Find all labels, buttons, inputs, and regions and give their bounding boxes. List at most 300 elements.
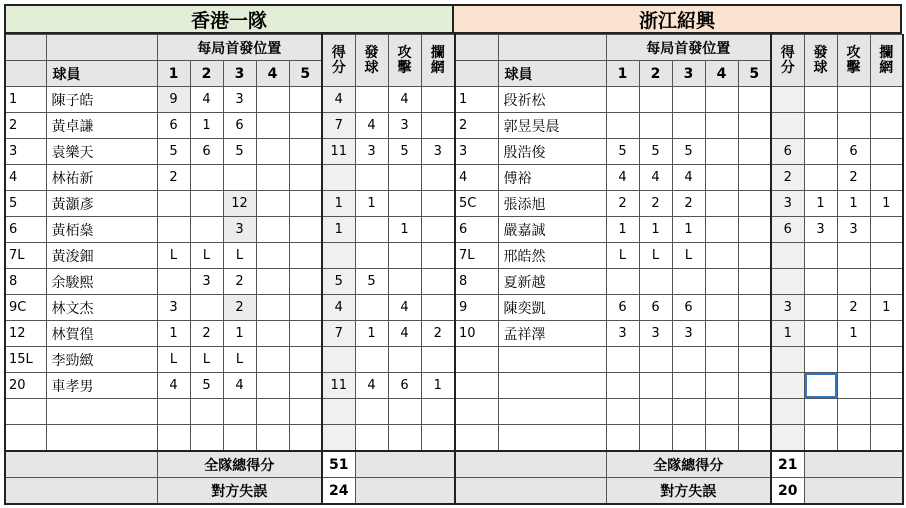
score-cell[interactable]: 3 <box>771 295 804 321</box>
score-cell[interactable] <box>322 243 355 269</box>
attack-cell[interactable]: 4 <box>388 295 421 321</box>
rotation-cell[interactable]: 6 <box>672 295 705 321</box>
rotation-cell[interactable] <box>738 87 771 113</box>
player-number[interactable]: 20 <box>5 373 46 399</box>
rotation-cell[interactable] <box>639 87 672 113</box>
rotation-cell[interactable] <box>256 243 289 269</box>
block-cell[interactable] <box>870 373 903 399</box>
block-cell[interactable] <box>870 87 903 113</box>
rotation-cell[interactable]: 6 <box>190 139 223 165</box>
block-cell[interactable] <box>421 87 455 113</box>
rotation-cell[interactable]: 5 <box>157 139 190 165</box>
rotation-cell[interactable]: 1 <box>606 217 639 243</box>
player-number[interactable]: 3 <box>455 139 498 165</box>
player-number[interactable] <box>455 373 498 399</box>
rotation-cell[interactable]: 3 <box>639 321 672 347</box>
player-name[interactable] <box>46 425 157 452</box>
rotation-cell[interactable] <box>672 113 705 139</box>
rotation-cell[interactable] <box>738 321 771 347</box>
rotation-cell[interactable] <box>705 139 738 165</box>
player-number[interactable]: 7L <box>5 243 46 269</box>
block-cell[interactable]: 1 <box>870 191 903 217</box>
attack-cell[interactable] <box>837 113 870 139</box>
rotation-cell[interactable]: 4 <box>157 373 190 399</box>
rotation-cell[interactable]: 4 <box>190 87 223 113</box>
player-name[interactable]: 陳子皓 <box>46 87 157 113</box>
serve-cell[interactable] <box>355 217 388 243</box>
player-name[interactable] <box>498 347 606 373</box>
rotation-cell[interactable]: 2 <box>639 191 672 217</box>
player-number[interactable]: 7L <box>455 243 498 269</box>
serve-cell[interactable]: 1 <box>355 321 388 347</box>
score-cell[interactable] <box>771 113 804 139</box>
attack-cell[interactable] <box>837 399 870 425</box>
block-cell[interactable] <box>870 425 903 452</box>
rotation-cell[interactable] <box>256 295 289 321</box>
rotation-cell[interactable] <box>256 321 289 347</box>
rotation-cell[interactable]: L <box>639 243 672 269</box>
player-name[interactable]: 孟祥澤 <box>498 321 606 347</box>
serve-cell[interactable]: 1 <box>804 191 837 217</box>
attack-cell[interactable] <box>388 399 421 425</box>
rotation-cell[interactable] <box>157 399 190 425</box>
score-cell[interactable]: 2 <box>771 165 804 191</box>
block-cell[interactable] <box>870 139 903 165</box>
rotation-cell[interactable] <box>289 87 322 113</box>
serve-cell[interactable] <box>355 399 388 425</box>
player-name[interactable]: 嚴嘉誠 <box>498 217 606 243</box>
score-cell[interactable]: 1 <box>771 321 804 347</box>
player-number[interactable]: 2 <box>5 113 46 139</box>
player-number[interactable]: 10 <box>455 321 498 347</box>
player-name[interactable]: 郭昱昊晨 <box>498 113 606 139</box>
rotation-cell[interactable] <box>738 217 771 243</box>
rotation-cell[interactable]: 6 <box>606 295 639 321</box>
rotation-cell[interactable] <box>157 191 190 217</box>
player-number[interactable]: 1 <box>455 87 498 113</box>
rotation-cell[interactable] <box>738 295 771 321</box>
rotation-cell[interactable]: 3 <box>157 295 190 321</box>
rotation-cell[interactable] <box>256 425 289 452</box>
rotation-cell[interactable] <box>705 243 738 269</box>
player-name[interactable]: 林文杰 <box>46 295 157 321</box>
block-cell[interactable] <box>421 217 455 243</box>
rotation-cell[interactable] <box>256 139 289 165</box>
rotation-cell[interactable]: 3 <box>606 321 639 347</box>
rotation-cell[interactable] <box>606 373 639 399</box>
attack-cell[interactable]: 1 <box>837 321 870 347</box>
attack-cell[interactable] <box>388 269 421 295</box>
player-number[interactable] <box>455 425 498 452</box>
serve-cell[interactable] <box>355 87 388 113</box>
serve-cell[interactable] <box>804 321 837 347</box>
player-number[interactable] <box>455 399 498 425</box>
rotation-cell[interactable] <box>738 399 771 425</box>
serve-cell[interactable] <box>804 399 837 425</box>
block-cell[interactable] <box>421 295 455 321</box>
block-cell[interactable] <box>870 347 903 373</box>
player-number[interactable]: 3 <box>5 139 46 165</box>
serve-cell[interactable] <box>355 165 388 191</box>
player-number[interactable] <box>455 347 498 373</box>
rotation-cell[interactable] <box>289 113 322 139</box>
attack-cell[interactable] <box>388 165 421 191</box>
rotation-cell[interactable] <box>256 87 289 113</box>
serve-cell[interactable] <box>804 87 837 113</box>
player-name[interactable]: 林祐新 <box>46 165 157 191</box>
rotation-cell[interactable]: 2 <box>157 165 190 191</box>
score-cell[interactable] <box>771 399 804 425</box>
attack-cell[interactable]: 4 <box>388 87 421 113</box>
rotation-cell[interactable]: 6 <box>223 113 256 139</box>
rotation-cell[interactable]: L <box>223 243 256 269</box>
player-name[interactable]: 黃卓謙 <box>46 113 157 139</box>
score-cell[interactable]: 4 <box>322 295 355 321</box>
block-cell[interactable] <box>421 243 455 269</box>
rotation-cell[interactable]: L <box>606 243 639 269</box>
score-cell[interactable] <box>771 269 804 295</box>
rotation-cell[interactable]: 5 <box>223 139 256 165</box>
score-cell[interactable]: 1 <box>322 217 355 243</box>
attack-cell[interactable]: 2 <box>837 295 870 321</box>
player-name[interactable]: 黃栢燊 <box>46 217 157 243</box>
rotation-cell[interactable] <box>190 295 223 321</box>
player-name[interactable] <box>498 425 606 452</box>
rotation-cell[interactable]: 2 <box>223 295 256 321</box>
attack-cell[interactable]: 1 <box>837 191 870 217</box>
attack-cell[interactable] <box>388 347 421 373</box>
player-name[interactable]: 黃灝彥 <box>46 191 157 217</box>
score-cell[interactable]: 11 <box>322 139 355 165</box>
rotation-cell[interactable]: 1 <box>223 321 256 347</box>
rotation-cell[interactable] <box>223 425 256 452</box>
serve-cell[interactable] <box>804 243 837 269</box>
score-cell[interactable] <box>771 425 804 452</box>
rotation-cell[interactable] <box>672 347 705 373</box>
block-cell[interactable] <box>421 399 455 425</box>
rotation-cell[interactable] <box>672 373 705 399</box>
block-cell[interactable] <box>421 425 455 452</box>
rotation-cell[interactable]: L <box>157 243 190 269</box>
score-cell[interactable]: 6 <box>771 217 804 243</box>
rotation-cell[interactable] <box>157 425 190 452</box>
player-name[interactable]: 黃浚鈿 <box>46 243 157 269</box>
rotation-cell[interactable]: 6 <box>157 113 190 139</box>
player-name[interactable]: 邢皓然 <box>498 243 606 269</box>
rotation-cell[interactable] <box>639 399 672 425</box>
rotation-cell[interactable] <box>289 139 322 165</box>
rotation-cell[interactable] <box>256 113 289 139</box>
serve-cell[interactable] <box>355 425 388 452</box>
rotation-cell[interactable] <box>256 165 289 191</box>
player-number[interactable]: 5 <box>5 191 46 217</box>
rotation-cell[interactable] <box>738 139 771 165</box>
rotation-cell[interactable] <box>606 399 639 425</box>
score-cell[interactable] <box>322 399 355 425</box>
block-cell[interactable] <box>870 399 903 425</box>
attack-cell[interactable] <box>837 87 870 113</box>
attack-cell[interactable]: 3 <box>837 217 870 243</box>
rotation-cell[interactable] <box>639 347 672 373</box>
player-number[interactable]: 9 <box>455 295 498 321</box>
rotation-cell[interactable] <box>606 87 639 113</box>
attack-cell[interactable] <box>388 243 421 269</box>
player-name[interactable] <box>498 373 606 399</box>
attack-cell[interactable] <box>837 243 870 269</box>
serve-cell[interactable]: 4 <box>355 113 388 139</box>
score-cell[interactable] <box>771 243 804 269</box>
serve-cell[interactable]: 5 <box>355 269 388 295</box>
rotation-cell[interactable]: 2 <box>672 191 705 217</box>
rotation-cell[interactable]: 1 <box>672 217 705 243</box>
score-cell[interactable] <box>322 347 355 373</box>
score-cell[interactable]: 3 <box>771 191 804 217</box>
rotation-cell[interactable]: 5 <box>190 373 223 399</box>
player-name[interactable]: 林賀徨 <box>46 321 157 347</box>
rotation-cell[interactable] <box>705 269 738 295</box>
attack-cell[interactable] <box>837 347 870 373</box>
player-number[interactable]: 6 <box>455 217 498 243</box>
block-cell[interactable] <box>870 269 903 295</box>
score-cell[interactable]: 4 <box>322 87 355 113</box>
rotation-cell[interactable]: 2 <box>606 191 639 217</box>
rotation-cell[interactable] <box>672 425 705 452</box>
score-cell[interactable] <box>322 165 355 191</box>
player-number[interactable]: 8 <box>455 269 498 295</box>
block-cell[interactable] <box>421 113 455 139</box>
player-number[interactable]: 2 <box>455 113 498 139</box>
player-number[interactable]: 5C <box>455 191 498 217</box>
attack-cell[interactable]: 1 <box>388 217 421 243</box>
player-number[interactable]: 4 <box>5 165 46 191</box>
block-cell[interactable] <box>421 165 455 191</box>
attack-cell[interactable]: 6 <box>837 139 870 165</box>
rotation-cell[interactable] <box>256 217 289 243</box>
block-cell[interactable] <box>870 243 903 269</box>
rotation-cell[interactable] <box>705 217 738 243</box>
rotation-cell[interactable] <box>190 425 223 452</box>
rotation-cell[interactable] <box>705 295 738 321</box>
rotation-cell[interactable]: 5 <box>606 139 639 165</box>
player-number[interactable]: 4 <box>455 165 498 191</box>
rotation-cell[interactable] <box>705 321 738 347</box>
score-cell[interactable]: 7 <box>322 113 355 139</box>
rotation-cell[interactable] <box>289 165 322 191</box>
score-cell[interactable]: 7 <box>322 321 355 347</box>
rotation-cell[interactable] <box>606 113 639 139</box>
player-name[interactable]: 殷浩俊 <box>498 139 606 165</box>
rotation-cell[interactable] <box>705 87 738 113</box>
player-name[interactable]: 余駿熙 <box>46 269 157 295</box>
rotation-cell[interactable] <box>289 347 322 373</box>
player-name[interactable]: 袁樂天 <box>46 139 157 165</box>
rotation-cell[interactable] <box>289 191 322 217</box>
attack-cell[interactable] <box>388 191 421 217</box>
rotation-cell[interactable] <box>738 113 771 139</box>
rotation-cell[interactable] <box>606 347 639 373</box>
rotation-cell[interactable]: 12 <box>223 191 256 217</box>
serve-cell[interactable]: 1 <box>355 191 388 217</box>
attack-cell[interactable]: 3 <box>388 113 421 139</box>
rotation-cell[interactable] <box>705 425 738 452</box>
rotation-cell[interactable] <box>705 399 738 425</box>
score-cell[interactable] <box>771 347 804 373</box>
serve-cell[interactable] <box>804 269 837 295</box>
block-cell[interactable] <box>421 347 455 373</box>
rotation-cell[interactable] <box>738 269 771 295</box>
score-cell[interactable] <box>322 425 355 452</box>
rotation-cell[interactable]: 5 <box>672 139 705 165</box>
player-name[interactable]: 李勁緻 <box>46 347 157 373</box>
rotation-cell[interactable] <box>289 295 322 321</box>
rotation-cell[interactable] <box>223 399 256 425</box>
rotation-cell[interactable]: 3 <box>190 269 223 295</box>
serve-cell[interactable]: 3 <box>355 139 388 165</box>
attack-cell[interactable] <box>837 269 870 295</box>
player-number[interactable] <box>5 399 46 425</box>
attack-cell[interactable] <box>837 425 870 452</box>
rotation-cell[interactable] <box>190 191 223 217</box>
player-name[interactable]: 傅裕 <box>498 165 606 191</box>
rotation-cell[interactable]: 1 <box>157 321 190 347</box>
serve-cell[interactable]: 4 <box>355 373 388 399</box>
player-number[interactable]: 6 <box>5 217 46 243</box>
rotation-cell[interactable] <box>157 269 190 295</box>
block-cell[interactable]: 2 <box>421 321 455 347</box>
rotation-cell[interactable] <box>223 165 256 191</box>
attack-cell[interactable]: 6 <box>388 373 421 399</box>
block-cell[interactable] <box>870 217 903 243</box>
rotation-cell[interactable]: L <box>190 243 223 269</box>
attack-cell[interactable] <box>837 373 870 399</box>
player-number[interactable]: 12 <box>5 321 46 347</box>
rotation-cell[interactable] <box>738 191 771 217</box>
serve-cell[interactable] <box>355 295 388 321</box>
serve-cell[interactable] <box>804 373 837 399</box>
rotation-cell[interactable] <box>672 87 705 113</box>
rotation-cell[interactable]: 3 <box>223 217 256 243</box>
score-cell[interactable]: 5 <box>322 269 355 295</box>
rotation-cell[interactable] <box>672 269 705 295</box>
rotation-cell[interactable] <box>639 425 672 452</box>
attack-cell[interactable]: 5 <box>388 139 421 165</box>
score-cell[interactable]: 11 <box>322 373 355 399</box>
player-name[interactable]: 張添旭 <box>498 191 606 217</box>
attack-cell[interactable]: 2 <box>837 165 870 191</box>
block-cell[interactable]: 1 <box>421 373 455 399</box>
rotation-cell[interactable] <box>738 347 771 373</box>
serve-cell[interactable] <box>355 243 388 269</box>
attack-cell[interactable]: 4 <box>388 321 421 347</box>
rotation-cell[interactable] <box>256 399 289 425</box>
player-name[interactable] <box>498 399 606 425</box>
rotation-cell[interactable] <box>606 269 639 295</box>
player-number[interactable]: 8 <box>5 269 46 295</box>
player-name[interactable] <box>46 399 157 425</box>
player-name[interactable]: 陳奕凱 <box>498 295 606 321</box>
rotation-cell[interactable] <box>672 399 705 425</box>
rotation-cell[interactable] <box>289 399 322 425</box>
rotation-cell[interactable] <box>190 217 223 243</box>
rotation-cell[interactable] <box>190 399 223 425</box>
score-cell[interactable]: 1 <box>322 191 355 217</box>
player-number[interactable]: 9C <box>5 295 46 321</box>
serve-cell[interactable] <box>804 139 837 165</box>
player-number[interactable]: 1 <box>5 87 46 113</box>
rotation-cell[interactable] <box>606 425 639 452</box>
rotation-cell[interactable]: 2 <box>190 321 223 347</box>
serve-cell[interactable] <box>804 165 837 191</box>
rotation-cell[interactable]: L <box>672 243 705 269</box>
rotation-cell[interactable] <box>738 243 771 269</box>
rotation-cell[interactable] <box>289 321 322 347</box>
rotation-cell[interactable]: L <box>223 347 256 373</box>
rotation-cell[interactable]: L <box>190 347 223 373</box>
attack-cell[interactable] <box>388 425 421 452</box>
rotation-cell[interactable] <box>289 217 322 243</box>
rotation-cell[interactable] <box>705 373 738 399</box>
rotation-cell[interactable]: 4 <box>672 165 705 191</box>
rotation-cell[interactable]: L <box>157 347 190 373</box>
player-name[interactable]: 車孝男 <box>46 373 157 399</box>
rotation-cell[interactable] <box>705 113 738 139</box>
serve-cell[interactable] <box>804 347 837 373</box>
rotation-cell[interactable]: 1 <box>190 113 223 139</box>
score-cell[interactable] <box>771 373 804 399</box>
rotation-cell[interactable]: 3 <box>672 321 705 347</box>
rotation-cell[interactable] <box>639 373 672 399</box>
rotation-cell[interactable] <box>157 217 190 243</box>
rotation-cell[interactable] <box>289 269 322 295</box>
rotation-cell[interactable] <box>705 347 738 373</box>
score-cell[interactable] <box>771 87 804 113</box>
rotation-cell[interactable] <box>289 373 322 399</box>
rotation-cell[interactable] <box>738 425 771 452</box>
rotation-cell[interactable] <box>256 191 289 217</box>
rotation-cell[interactable] <box>738 373 771 399</box>
serve-cell[interactable] <box>804 113 837 139</box>
rotation-cell[interactable] <box>705 165 738 191</box>
rotation-cell[interactable] <box>738 165 771 191</box>
block-cell[interactable] <box>870 165 903 191</box>
rotation-cell[interactable]: 6 <box>639 295 672 321</box>
serve-cell[interactable] <box>804 295 837 321</box>
block-cell[interactable] <box>421 191 455 217</box>
score-cell[interactable]: 6 <box>771 139 804 165</box>
block-cell[interactable] <box>870 321 903 347</box>
rotation-cell[interactable]: 9 <box>157 87 190 113</box>
player-number[interactable] <box>5 425 46 452</box>
serve-cell[interactable]: 3 <box>804 217 837 243</box>
rotation-cell[interactable]: 5 <box>639 139 672 165</box>
rotation-cell[interactable] <box>289 243 322 269</box>
rotation-cell[interactable] <box>256 347 289 373</box>
rotation-cell[interactable]: 2 <box>223 269 256 295</box>
rotation-cell[interactable]: 4 <box>606 165 639 191</box>
block-cell[interactable]: 1 <box>870 295 903 321</box>
rotation-cell[interactable] <box>639 269 672 295</box>
rotation-cell[interactable]: 3 <box>223 87 256 113</box>
player-name[interactable]: 段祈松 <box>498 87 606 113</box>
block-cell[interactable] <box>421 269 455 295</box>
rotation-cell[interactable] <box>256 269 289 295</box>
player-number[interactable]: 15L <box>5 347 46 373</box>
rotation-cell[interactable] <box>289 425 322 452</box>
rotation-cell[interactable] <box>639 113 672 139</box>
block-cell[interactable]: 3 <box>421 139 455 165</box>
player-name[interactable]: 夏新越 <box>498 269 606 295</box>
rotation-cell[interactable] <box>256 373 289 399</box>
